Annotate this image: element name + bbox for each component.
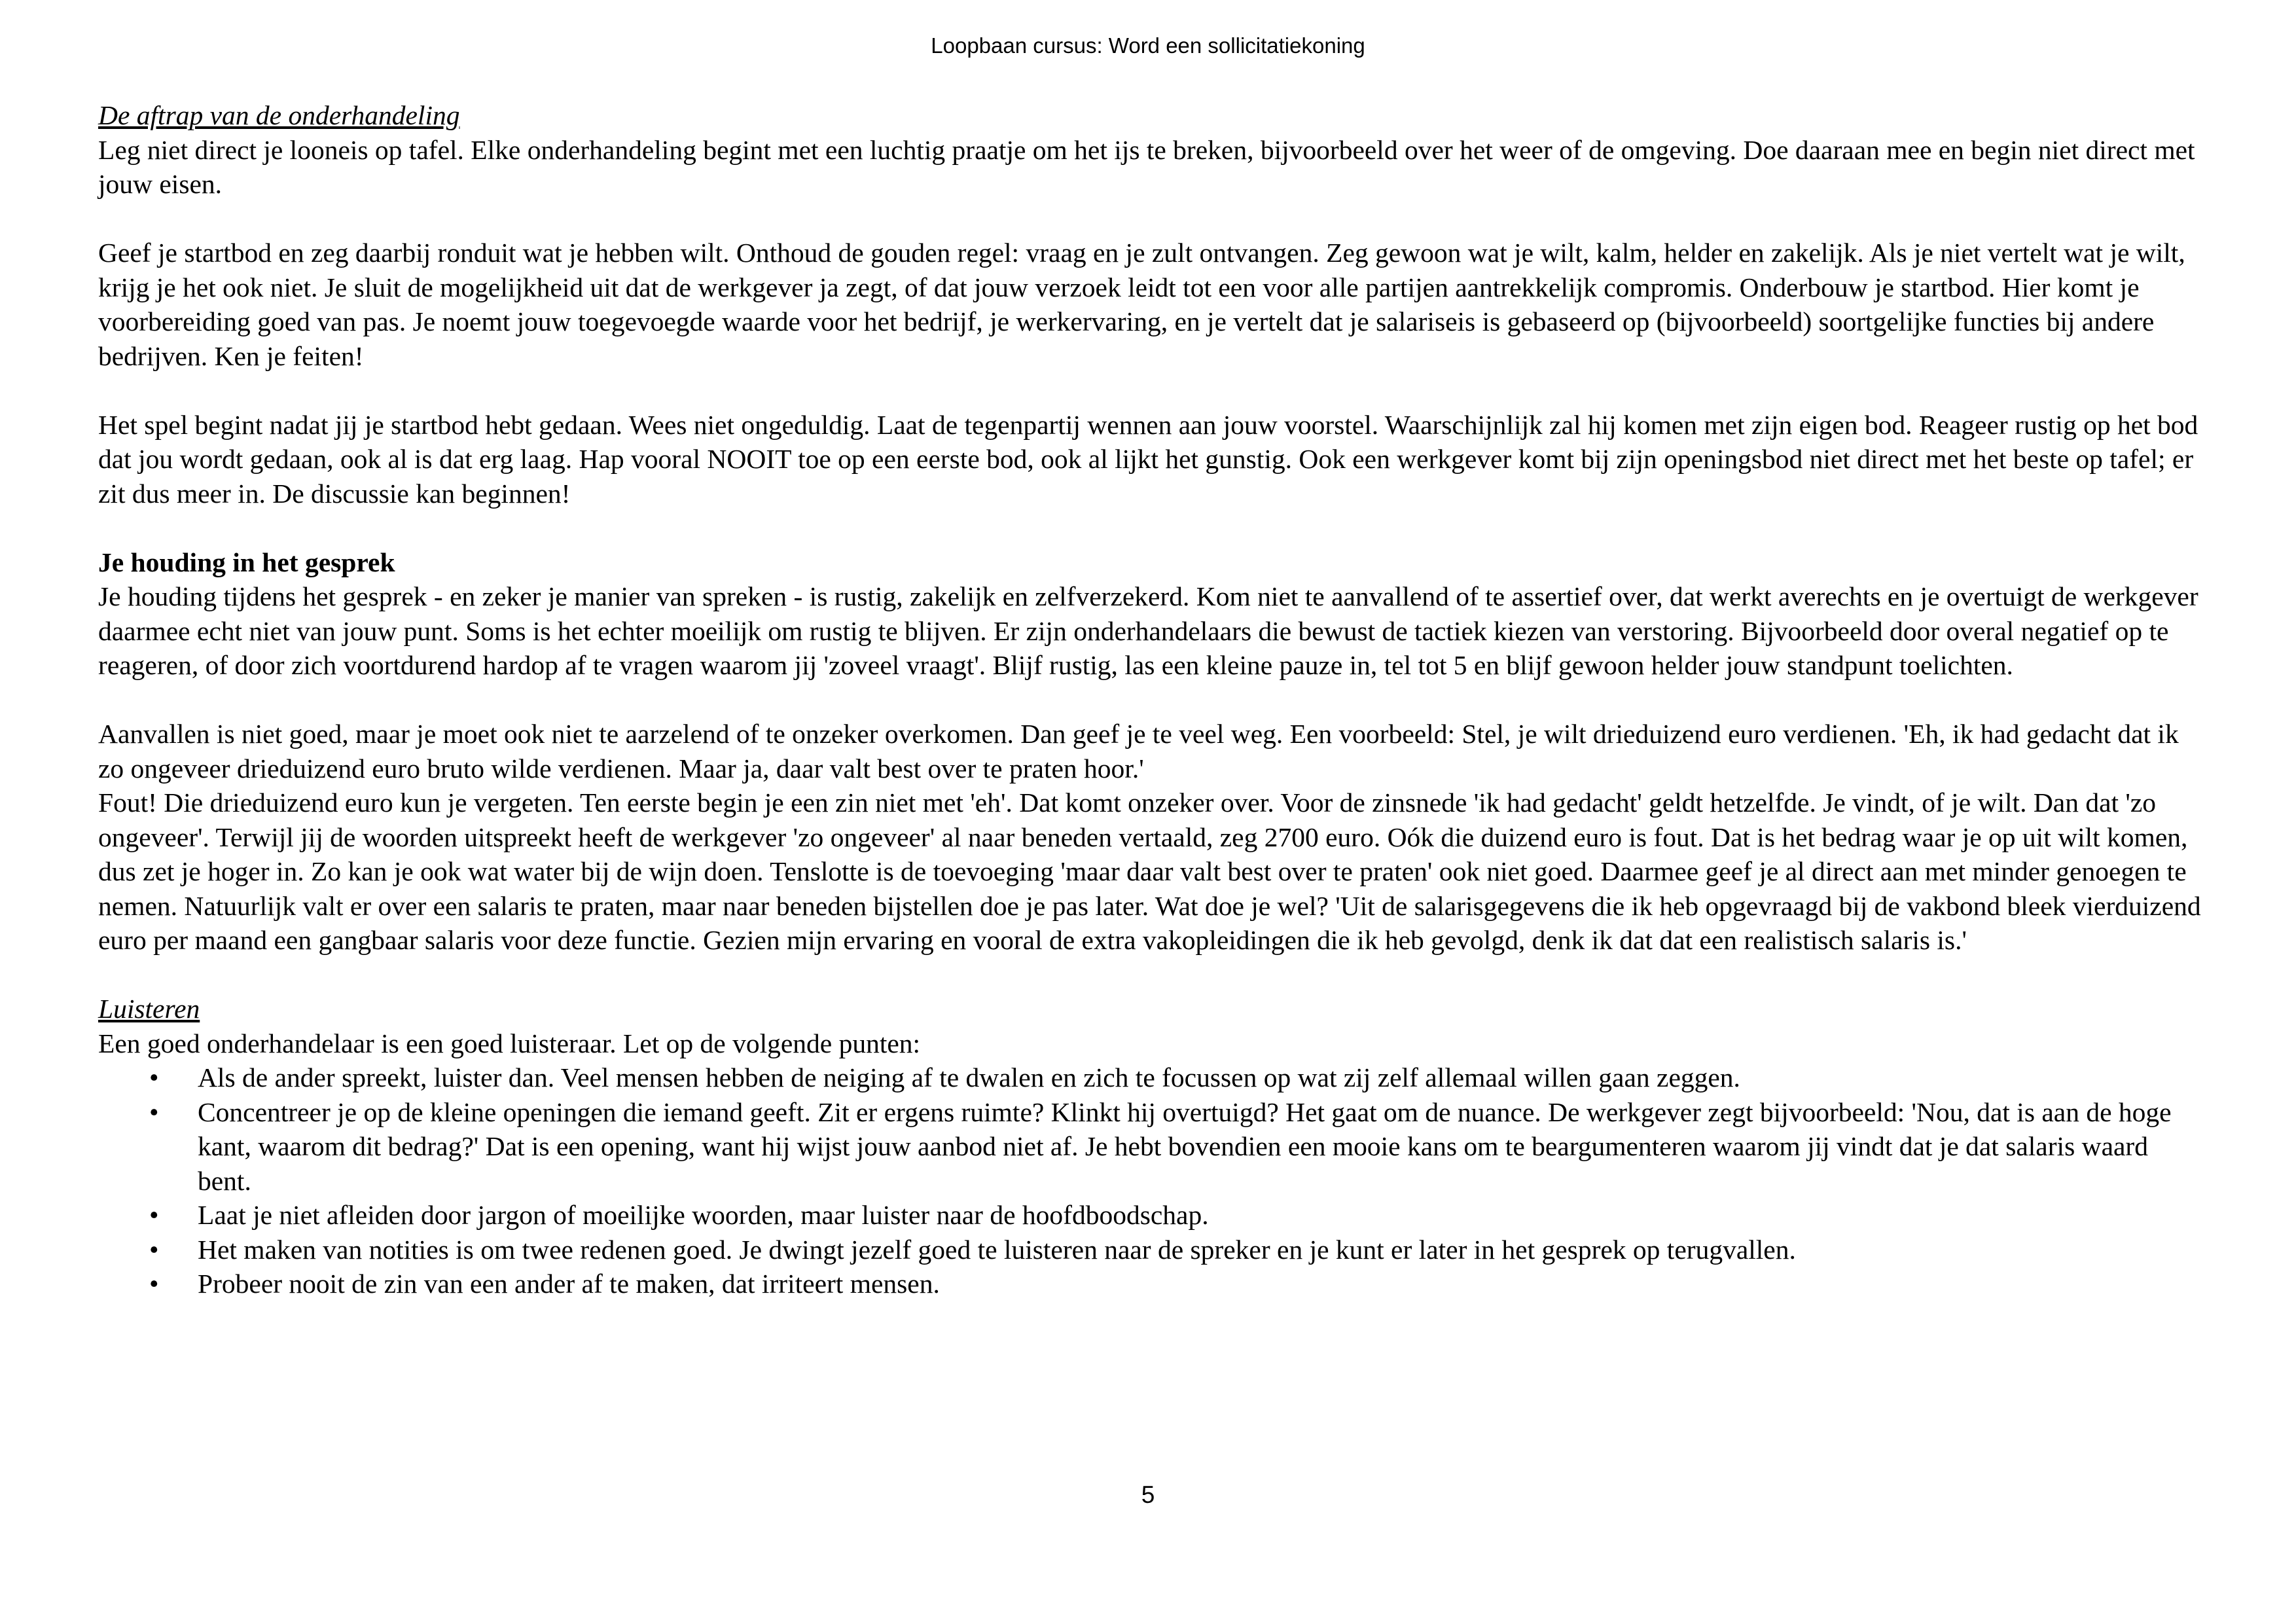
list-item — [98, 1267, 2206, 1301]
paragraph: Je houding tijdens het gesprek - en zeker je manier van spreken - is rustig, zakelijk en zelfverzekerd. Kom niet te aanvallend of te assertief over, dat werkt averechts en je overtuigt de werkgever daarmee echt niet van jouw punt. Soms is het echter moeilijk om rustig te blijven. Er zijn onderhandelaars die bewust de tactiek kiezen van verstoring. Bijvoorbeeld door overal negatief op te reageren, of door zich voortdurend hardop af te vragen waarom jij 'zoveel vraagt'. Blijf rustig, las een kleine pauze in, tel tot 5 en blijf gewoon helder jouw standpunt toelichten. — [98, 581, 2198, 680]
list-item — [98, 1198, 2206, 1233]
paragraph: Geef je startbod en zeg daarbij ronduit wat je hebben wilt. Onthoud de gouden regel: vraag en je zult ontvangen. Zeg gewoon wat je wilt, kalm, helder en zakelijk. Als je niet vertelt wat je wilt, krijg je het ook niet. Je sluit de mogelijkheid uit dat de werkgever ja zegt, of dat jouw verzoek leidt tot een voor alle partijen aantrekkelijk compromis. Onderbouw je startbod. Hier komt je voorbereiding goed van pas. Je noemt jouw toegevoegde waarde voor het bedrijf, je werkervaring, en je vertelt dat je salariseis is gebaseerd op (bijvoorbeeld) soortgelijke functies bij andere bedrijven. Ken je feiten! — [98, 238, 2185, 371]
section-heading-luisteren: Luisteren — [98, 994, 200, 1024]
paragraph: Het spel begint nadat jij je startbod hebt gedaan. Wees niet ongeduldig. Laat de tegenpartij wennen aan jouw voorstel. Waarschijnlijk zal hij komen met zijn eigen bod. Reageer rustig op het bod dat jou wordt gedaan, ook al is dat erg laag. Hap vooral NOOIT toe op een eerste bod, ook al lijkt het gunstig. Ook een werkgever komt bij zijn openingsbod niet direct met het beste op tafel; er zit dus meer in. De discussie kan beginnen! — [98, 409, 2198, 509]
document-body — [98, 98, 2206, 1301]
list-item — [98, 1095, 2206, 1199]
section-heading-houding: Je houding in het gesprek — [98, 547, 395, 577]
bullet-icon: • — [149, 1096, 159, 1127]
paragraph-spacer — [98, 683, 2206, 717]
bullet-icon: • — [149, 1234, 159, 1265]
section-heading-aftrap: De aftrap van de onderhandeling — [98, 100, 460, 130]
page-number: 5 — [1141, 1481, 1155, 1508]
list-item-text: Laat je niet afleiden door jargon of moeilijke woorden, maar luister naar de hoofdboodschap. — [198, 1200, 1209, 1230]
bullet-list — [98, 1060, 2206, 1301]
paragraph: Een goed onderhandelaar is een goed luisteraar. Let op de volgende punten: — [98, 1028, 921, 1058]
list-item-text: Concentreer je op de kleine openingen die iemand geeft. Zit er ergens ruimte? Klinkt hij overtuigd? Het gaat om de nuance. De werkgever zegt bijvoorbeeld: 'Nou, dat is aan de hoge kant, waarom dit bedrag?' Dat is een opening, want hij wijst jouw aanbod niet af. Je hebt bovendien een mooie kans om te beargumenteren waarom jij vindt dat je dat salaris waard bent. — [198, 1096, 2172, 1196]
page-header: Loopbaan cursus: Word een sollicitatiekoning — [931, 33, 1365, 58]
bullet-icon: • — [149, 1200, 159, 1230]
paragraph-spacer — [98, 373, 2206, 408]
list-item — [98, 1233, 2206, 1267]
bullet-icon: • — [149, 1269, 159, 1299]
list-item-text: Probeer nooit de zin van een ander af te maken, dat irriteert mensen. — [198, 1269, 940, 1299]
paragraph: Fout! Die drieduizend euro kun je vergeten. Ten eerste begin je een zin niet met 'eh'. Dat komt onzeker over. Voor de zinsnede 'ik had gedacht' geldt hetzelfde. Je vindt, of je wilt. Dan dat 'zo ongeveer'. Terwijl jij de woorden uitspreekt heeft de werkgever 'zo ongeveer' al naar beneden vertaald, zeg 2700 euro. Oók die duizend euro is fout. Dat is het bedrag waar je op uit wilt komen, dus zet je hoger in. Zo kan je ook wat water bij de wijn doen. Tenslotte is de toevoeging 'maar daar valt best over te praten' ook niet goed. Daarmee geef je al direct aan met minder genoegen te nemen. Natuurlijk valt er over een salaris te praten, maar naar beneden bijstellen doe je pas later. Wat doe je wel? 'Uit de salarisgegevens die ik heb opgevraagd bij de vakbond bleek vierduizend euro per maand een gangbaar salaris voor deze functie. Gezien mijn ervaring en vooral de extra vakopleidingen die ik heb gevolgd, denk ik dat dat een realistisch salaris is.' — [98, 787, 2201, 955]
paragraph-spacer — [98, 511, 2206, 545]
list-item — [98, 1060, 2206, 1095]
bullet-icon: • — [149, 1062, 159, 1092]
list-item-text: Het maken van notities is om twee redenen goed. Je dwingt jezelf goed te luisteren naar de spreker en je kunt er later in het gesprek op terugvallen. — [198, 1234, 1796, 1265]
paragraph-spacer — [98, 202, 2206, 236]
paragraph: Leg niet direct je looneis op tafel. Elke onderhandeling begint met een luchtig praatje om het ijs te breken, bijvoorbeeld over het weer of de omgeving. Doe daaraan mee en begin niet direct met jouw eisen. — [98, 134, 2195, 199]
list-item-text: Als de ander spreekt, luister dan. Veel mensen hebben de neiging af te dwalen en zich te focussen op wat zij zelf allemaal willen gaan zeggen. — [198, 1062, 1740, 1092]
paragraph: Aanvallen is niet goed, maar je moet ook niet te aarzelend of te onzeker overkomen. Dan geef je te veel weg. Een voorbeeld: Stel, je wilt drieduizend euro verdienen. 'Eh, ik had gedacht dat ik zo ongeveer drieduizend euro bruto wilde verdienen. Maar ja, daar valt best over te praten hoor.' — [98, 719, 2179, 784]
paragraph-spacer — [98, 958, 2206, 992]
